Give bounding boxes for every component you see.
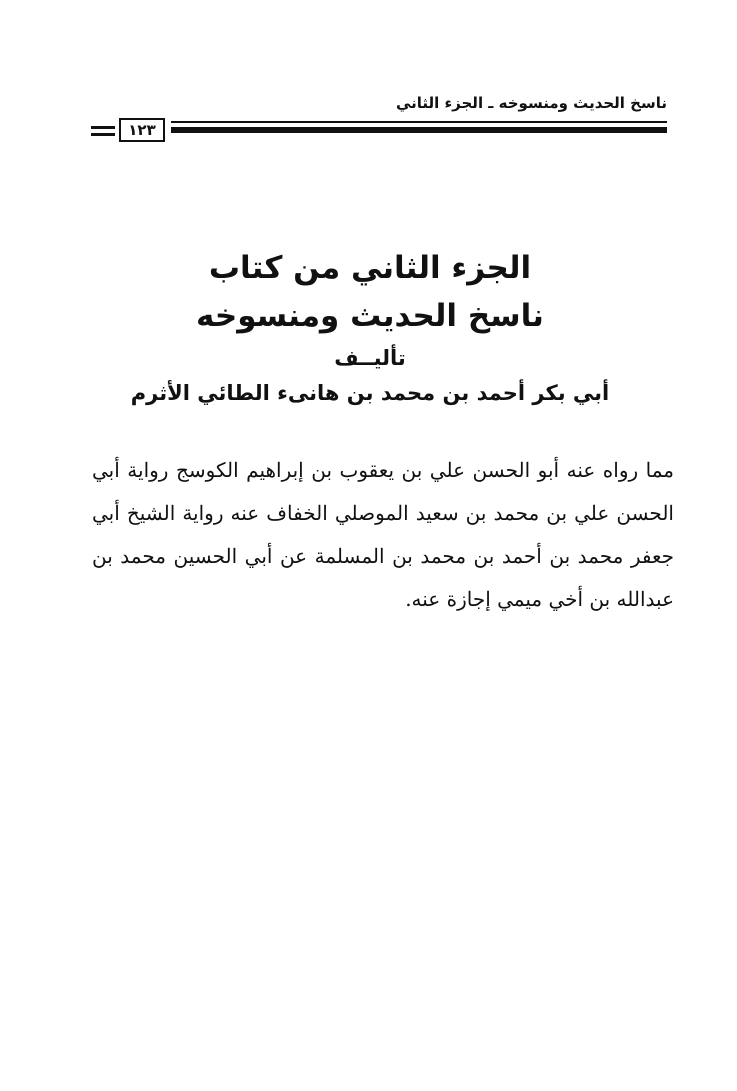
book-title-line-1: الجزء الثاني من كتاب <box>208 250 532 286</box>
header-rule <box>91 118 667 145</box>
ornament-dash <box>91 133 115 136</box>
page-number: ١٢٣ <box>119 118 165 142</box>
author-name: أبي بكر أحمد بن محمد بن هانىء الطائي الأثرم <box>130 381 610 405</box>
ornament-dash <box>91 126 115 129</box>
rule-thin-line <box>171 121 667 123</box>
title-block <box>90 244 650 410</box>
book-title-line-2: ناسخ الحديث ومنسوخه <box>196 298 544 334</box>
rule-thick-line <box>171 127 667 133</box>
running-header-title: ناسخ الحديث ومنسوخه ـ الجزء الثاني <box>395 94 667 112</box>
author-label: تأليــف <box>334 346 406 370</box>
transmission-chain-paragraph: مما رواه عنه أبو الحسن علي بن يعقوب بن إبراهيم الكوسج رواية أبي الحسن علي بن محمد بن سعيد الموصلي الخفاف عنه رواية الشيخ أبي جعفر محمد بن أحمد بن محمد بن المسلمة عن أبي الحسين محمد بن عبدالله بن أخي ميمي إجازة عنه. <box>92 458 674 611</box>
